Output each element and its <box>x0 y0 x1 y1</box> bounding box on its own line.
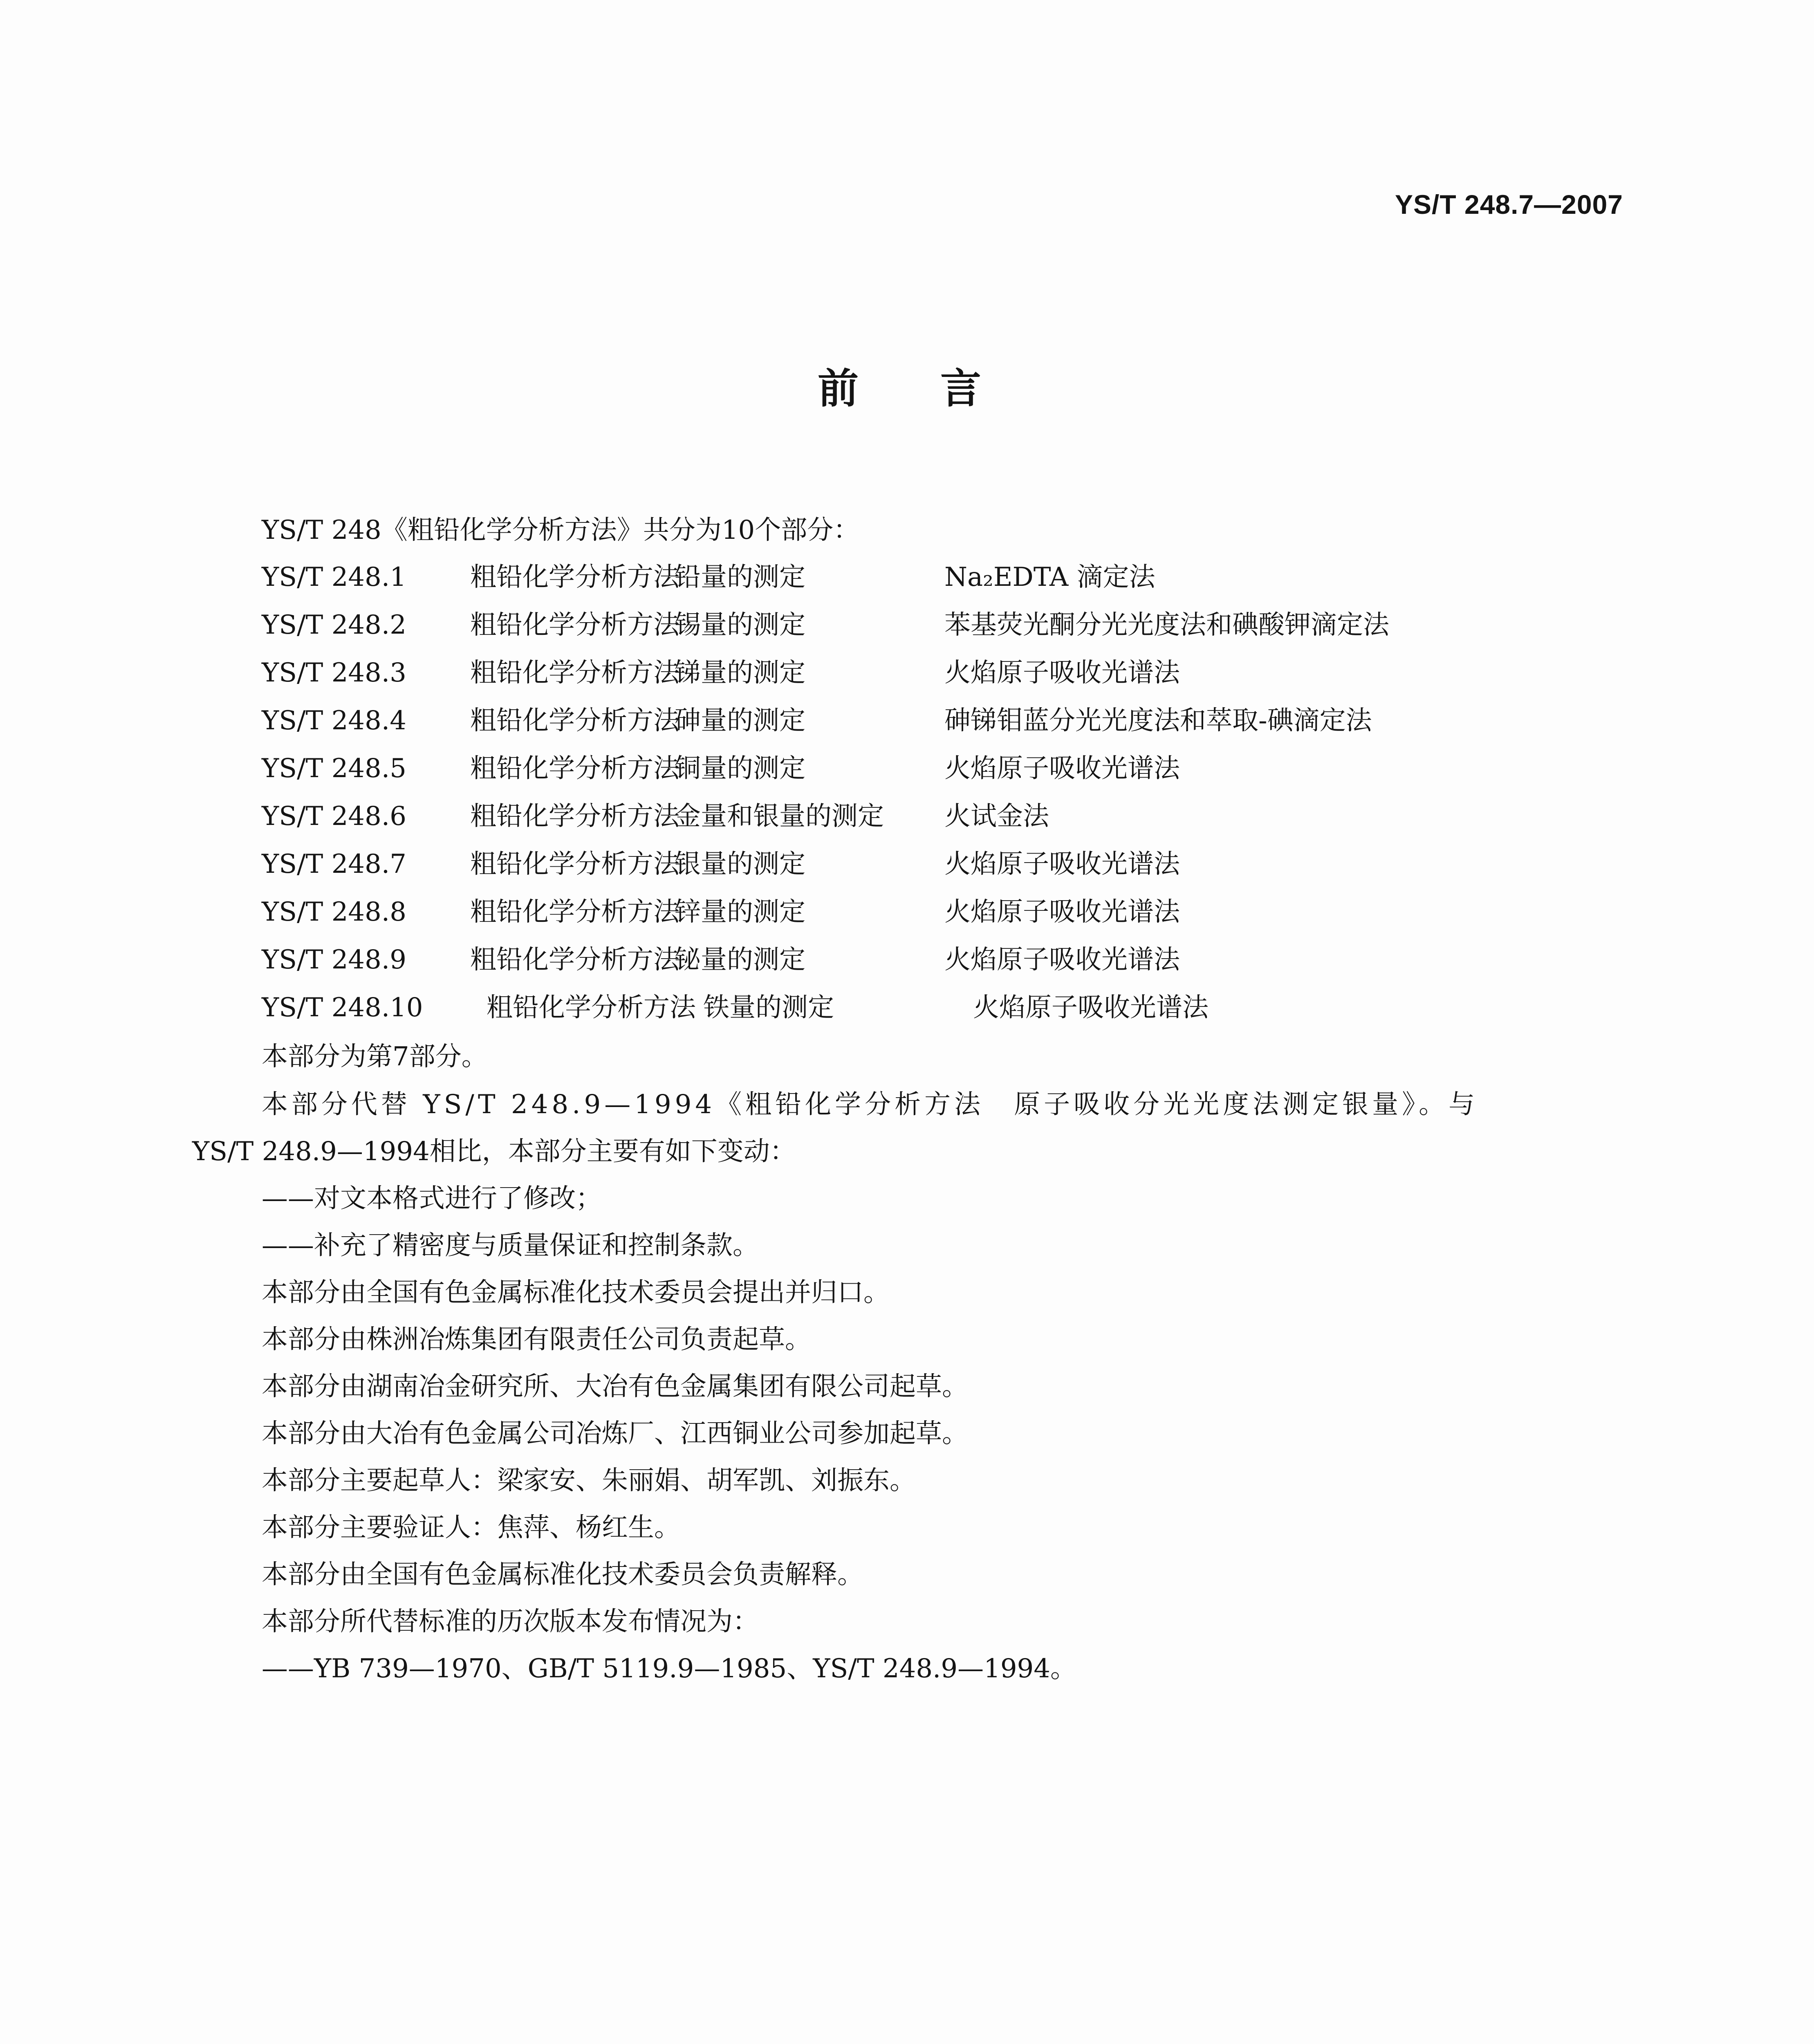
part-method: 火焰原子吸收光谱法 <box>944 945 1180 975</box>
part-title: 粗铅化学分析方法 <box>470 753 679 784</box>
part-method: Na₂EDTA 滴定法 <box>944 562 1155 592</box>
part-item: 铅量的测定 <box>675 562 805 592</box>
part-item: 锌量的测定 <box>675 897 805 927</box>
part-code: YS/T 248.10 <box>262 993 423 1023</box>
part-code: YS/T 248.6 <box>262 801 406 831</box>
part-item: 锡量的测定 <box>675 610 805 640</box>
drafted-by-line: 本部分由湖南冶金研究所、大冶有色金属集团有限公司起草。 <box>262 1372 968 1402</box>
part-method: 火焰原子吸收光谱法 <box>944 658 1180 688</box>
part-method: 火焰原子吸收光谱法 <box>944 849 1180 879</box>
part-title: 粗铅化学分析方法 <box>470 562 679 592</box>
part-item: 铋量的测定 <box>675 945 805 975</box>
change-item-1: ——对文本格式进行了修改； <box>262 1183 602 1214</box>
main-verifiers-line: 本部分主要验证人：焦萍、杨红生。 <box>262 1513 680 1543</box>
part-method: 砷锑钼蓝分光光度法和萃取-碘滴定法 <box>944 706 1372 736</box>
part-code: YS/T 248.7 <box>262 849 406 879</box>
history-intro-line: 本部分所代替标准的历次版本发布情况为： <box>262 1607 759 1637</box>
part-code: YS/T 248.8 <box>262 897 406 927</box>
proposed-by-line: 本部分由全国有色金属标准化技术委员会提出并归口。 <box>262 1278 890 1308</box>
intro-line: YS/T 248《粗铅化学分析方法》共分为10个部分： <box>262 515 860 545</box>
part-number-line: 本部分为第7部分。 <box>262 1042 488 1072</box>
document-code: YS/T 248.7—2007 <box>1395 189 1623 220</box>
part-method: 火焰原子吸收光谱法 <box>944 897 1180 927</box>
part-code: YS/T 248.4 <box>262 706 406 736</box>
part-title: 粗铅化学分析方法 <box>470 706 679 736</box>
part-code: YS/T 248.3 <box>262 658 406 688</box>
part-title: 粗铅化学分析方法 <box>487 993 696 1023</box>
change-item-2: ——补充了精密度与质量保证和控制条款。 <box>262 1230 759 1261</box>
interpretation-line: 本部分由全国有色金属标准化技术委员会负责解释。 <box>262 1560 863 1590</box>
part-method: 火焰原子吸收光谱法 <box>944 753 1180 784</box>
part-code: YS/T 248.2 <box>262 610 406 640</box>
page-title: 前言 <box>818 365 1063 412</box>
part-title: 粗铅化学分析方法 <box>470 849 679 879</box>
responsible-drafter-line: 本部分由株洲冶炼集团有限责任公司负责起草。 <box>262 1325 811 1355</box>
part-item: 银量的测定 <box>675 849 805 879</box>
part-code: YS/T 248.9 <box>262 945 406 975</box>
part-item: 砷量的测定 <box>675 706 805 736</box>
part-method: 火焰原子吸收光谱法 <box>973 993 1209 1023</box>
part-item: 铜量的测定 <box>675 753 805 784</box>
replacement-line-1: 本部分代替 YS/T 248.9—1994《粗铅化学分析方法 原子吸收分光光度法测定银量》。与 <box>262 1089 1479 1120</box>
participated-line: 本部分由大冶有色金属公司冶炼厂、江西铜业公司参加起草。 <box>262 1419 968 1449</box>
part-method: 苯基荧光酮分光光度法和碘酸钾滴定法 <box>944 610 1389 640</box>
part-title: 粗铅化学分析方法 <box>470 658 679 688</box>
part-code: YS/T 248.5 <box>262 753 406 784</box>
part-code: YS/T 248.1 <box>262 562 406 592</box>
part-title: 粗铅化学分析方法 <box>470 801 679 831</box>
part-item: 锑量的测定 <box>675 658 805 688</box>
main-drafters-line: 本部分主要起草人：梁家安、朱丽娟、胡军凯、刘振东。 <box>262 1466 916 1496</box>
history-versions-line: ——YB 739—1970、GB/T 5119.9—1985、YS/T 248.9—1994。 <box>262 1654 1076 1684</box>
part-title: 粗铅化学分析方法 <box>470 610 679 640</box>
part-title: 粗铅化学分析方法 <box>470 945 679 975</box>
part-item: 铁量的测定 <box>703 993 834 1023</box>
part-method: 火试金法 <box>944 801 1049 831</box>
replacement-line-2: YS/T 248.9—1994相比，本部分主要有如下变动： <box>192 1136 796 1167</box>
part-title: 粗铅化学分析方法 <box>470 897 679 927</box>
part-item: 金量和银量的测定 <box>675 801 884 831</box>
